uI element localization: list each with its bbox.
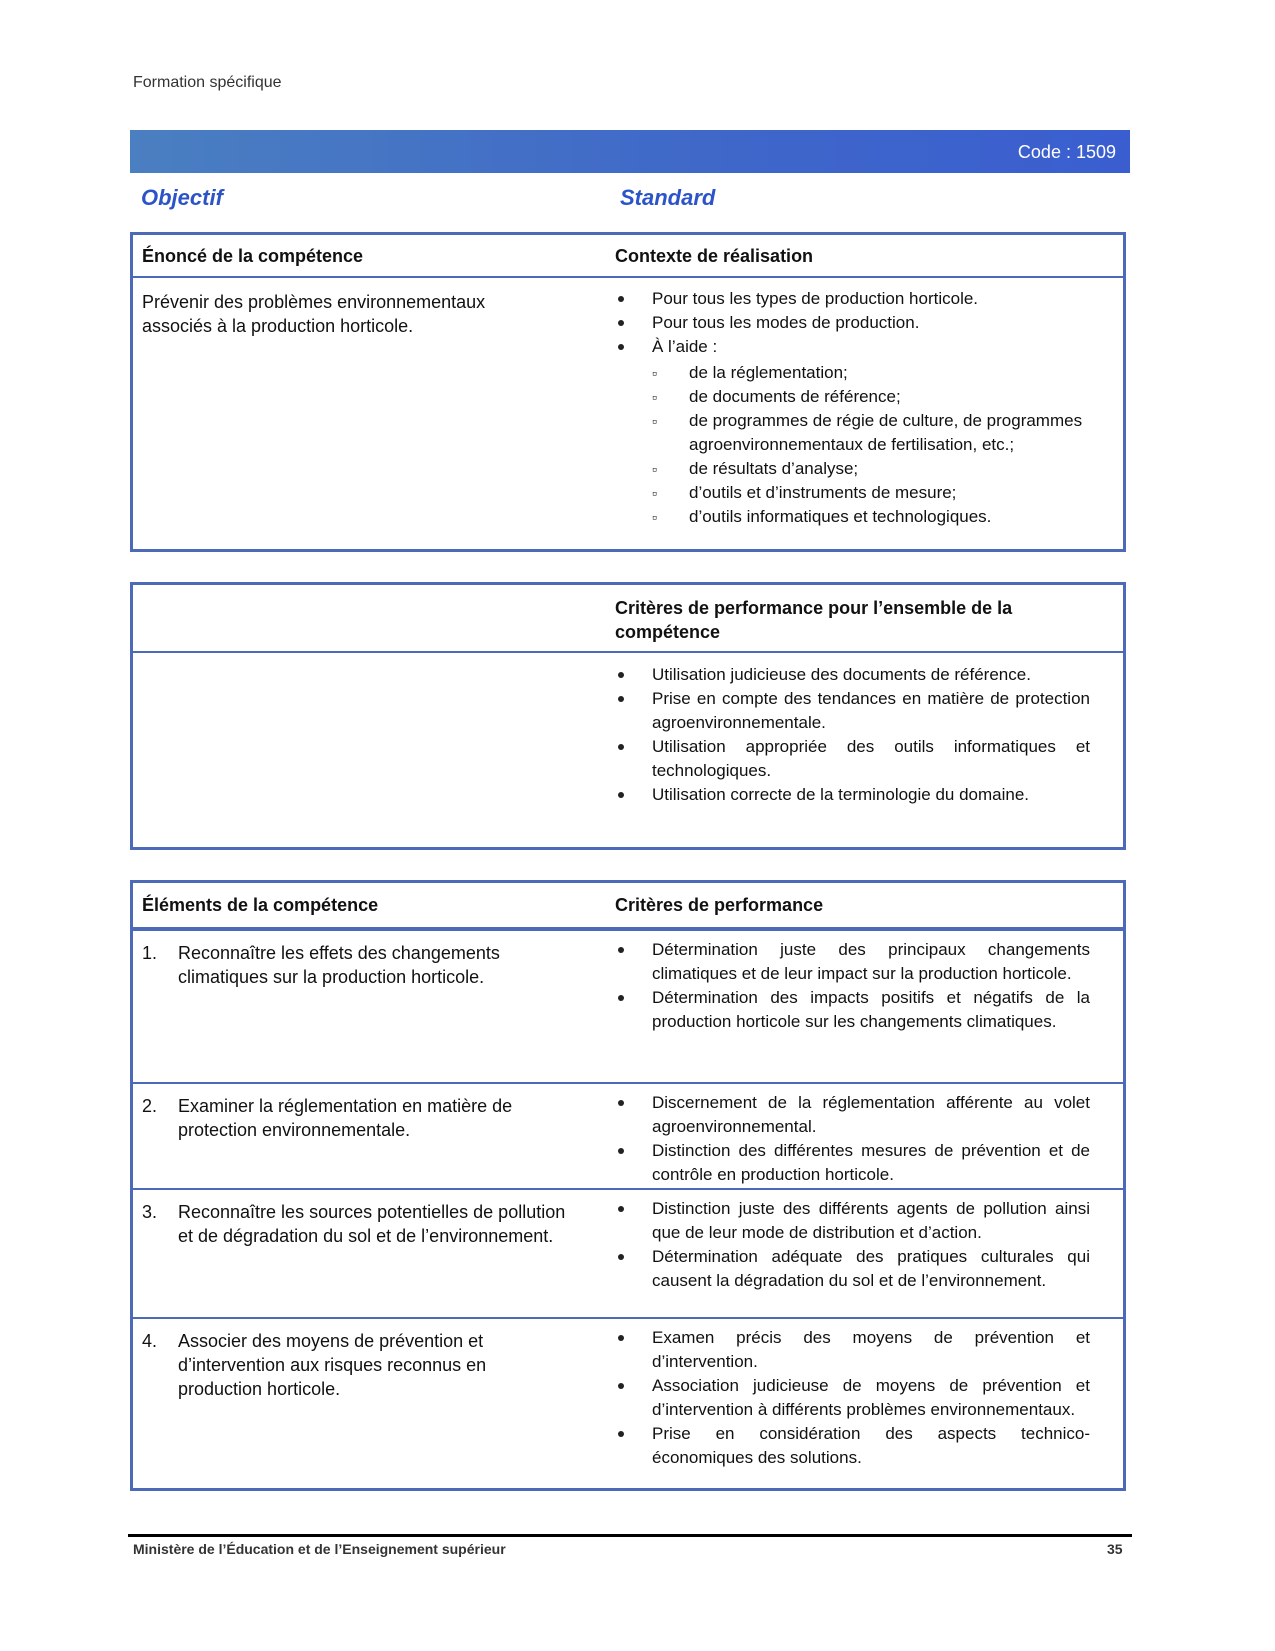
bullet-icon [618, 947, 624, 953]
competency-statement-line: Prévenir des problèmes environnementaux [142, 292, 486, 312]
square-bullet-icon: ▫ [652, 365, 657, 381]
bullet-icon [618, 1335, 624, 1341]
criteria-list [615, 938, 1090, 1034]
overall-criteria-title: Critères de performance pour l’ensemble de la compétence [615, 598, 1013, 642]
criteria-item: Détermination juste des principaux changements climatiques et de leur impact sur la production horticole. [615, 938, 1090, 986]
bullet-icon [618, 296, 624, 302]
bullet-icon [618, 320, 624, 326]
element-row [133, 1317, 1123, 1489]
square-bullet-icon: ▫ [652, 461, 657, 477]
element-text: Associer des moyens de prévention et d’intervention aux risques reconnus en production horticole. [178, 1331, 487, 1399]
code-band [130, 130, 1130, 173]
overall-criteria-list [615, 663, 1090, 807]
competency-statement-title: Énoncé de la compétence [142, 246, 364, 266]
criteria-list [615, 1091, 1090, 1187]
bullet-icon [618, 696, 624, 702]
context-subitem: ▫ d’outils informatiques et technologiques. [652, 505, 1090, 529]
elements-title: Éléments de la compétence [142, 895, 379, 915]
criteria-item: Discernement de la réglementation afférente au volet agroenvironnemental. [615, 1091, 1090, 1139]
elements-box [130, 880, 1126, 1491]
context-list [615, 287, 1090, 529]
criteria-item: Détermination adéquate des pratiques culturales qui causent la dégradation du sol et de l’environnement. [615, 1245, 1090, 1293]
square-bullet-icon: ▫ [652, 485, 657, 501]
element-item [142, 1094, 572, 1142]
element-item [142, 1200, 572, 1248]
bullet-icon [618, 672, 624, 678]
element-row [133, 1188, 1123, 1317]
context-subitem: ▫ de la réglementation; [652, 361, 1090, 385]
square-bullet-icon: ▫ [652, 413, 657, 429]
bullet-icon [618, 1383, 624, 1389]
bullet-icon [618, 344, 624, 350]
context-sublist [652, 361, 1090, 529]
objective-heading: Objectif [141, 185, 223, 210]
criteria-item: Utilisation judicieuse des documents de référence. [615, 663, 1090, 687]
element-text: Examiner la réglementation en matière de protection environnementale. [178, 1096, 513, 1140]
page-number: 35 [1107, 1541, 1123, 1557]
square-bullet-icon: ▫ [652, 509, 657, 525]
criteria-item: Association judicieuse de moyens de prévention et d’intervention à différents problèmes environnementaux. [615, 1374, 1090, 1422]
element-text: Reconnaître les effets des changements climatiques sur la production horticole. [178, 943, 500, 987]
footer-divider [128, 1534, 1132, 1537]
context-subitem: ▫ de programmes de régie de culture, de programmes agroenvironnementaux de fertilisation, etc.; [652, 411, 1083, 454]
overall-criteria-box [130, 582, 1126, 850]
criteria-list [615, 1326, 1090, 1470]
criteria-item: Examen précis des moyens de prévention et d’intervention. [615, 1326, 1090, 1374]
context-subitem: ▫ de résultats d’analyse; [652, 457, 1090, 481]
standard-heading: Standard [620, 185, 716, 210]
criteria-item: Prise en considération des aspects technico-économiques des solutions. [615, 1422, 1090, 1470]
element-number: 1. [142, 943, 158, 963]
context-subitem: ▫ de documents de référence; [652, 385, 1090, 409]
bullet-icon [618, 1148, 624, 1154]
elements-box-header [133, 883, 1123, 929]
square-bullet-icon: ▫ [652, 389, 657, 405]
competency-statement [142, 290, 562, 338]
bullet-icon [618, 1100, 624, 1106]
bullet-icon [618, 1431, 624, 1437]
competency-box-header [133, 235, 1123, 278]
context-subitem: ▫ d’outils et d’instruments de mesure; [652, 481, 1090, 505]
criteria-item: Prise en compte des tendances en matière de protection agroenvironnementale. [615, 687, 1090, 735]
overall-criteria-header [133, 585, 1123, 653]
element-row [133, 1082, 1123, 1188]
element-item [142, 1329, 572, 1401]
context-item: Pour tous les types de production horticole. [615, 287, 1090, 311]
criteria-item: Distinction juste des différents agents de pollution ainsi que de leur mode de distribution et d’action. [615, 1197, 1090, 1245]
element-number: 4. [142, 1331, 158, 1351]
element-item [142, 941, 572, 989]
bullet-icon [618, 995, 624, 1001]
criteria-item: Distinction des différentes mesures de prévention et de contrôle en production horticole. [615, 1139, 1090, 1187]
element-row [133, 929, 1123, 1082]
criteria-item: Utilisation correcte de la terminologie du domaine. [615, 783, 1090, 807]
bullet-icon [618, 1254, 624, 1260]
element-number: 2. [142, 1096, 158, 1116]
page-section-label: Formation spécifique [133, 74, 282, 91]
criteria-item: Utilisation appropriée des outils informatiques et technologiques. [615, 735, 1090, 783]
competency-box [130, 232, 1126, 552]
bullet-icon [618, 792, 624, 798]
element-number: 3. [142, 1202, 158, 1222]
bullet-icon [618, 744, 624, 750]
footer-ministry: Ministère de l’Éducation et de l’Enseignement supérieur [133, 1541, 506, 1557]
context-item: Pour tous les modes de production. [615, 311, 1090, 335]
context-item: À l’aide : ▫ de la réglementation; ▫ de documents de référence; ▫ de programmes de régie de culture, de programmes agroenvironnementaux de fertilisation, etc.; ▫ de résultats d’analyse; ▫ d’outils et d’instruments de mesure; ▫ d’outils informatiques et technologiques. [615, 335, 1090, 529]
competency-statement-line: associés à la production horticole. [142, 316, 414, 336]
competency-code: Code : 1509 [1017, 142, 1116, 162]
element-text: Reconnaître les sources potentielles de pollution et de dégradation du sol et de l’environnement. [178, 1202, 566, 1246]
bullet-icon [618, 1206, 624, 1212]
criteria-list [615, 1197, 1090, 1293]
performance-criteria-title: Critères de performance [615, 895, 824, 915]
context-title: Contexte de réalisation [615, 246, 814, 266]
criteria-item: Détermination des impacts positifs et négatifs de la production horticole sur les changements climatiques. [615, 986, 1090, 1034]
